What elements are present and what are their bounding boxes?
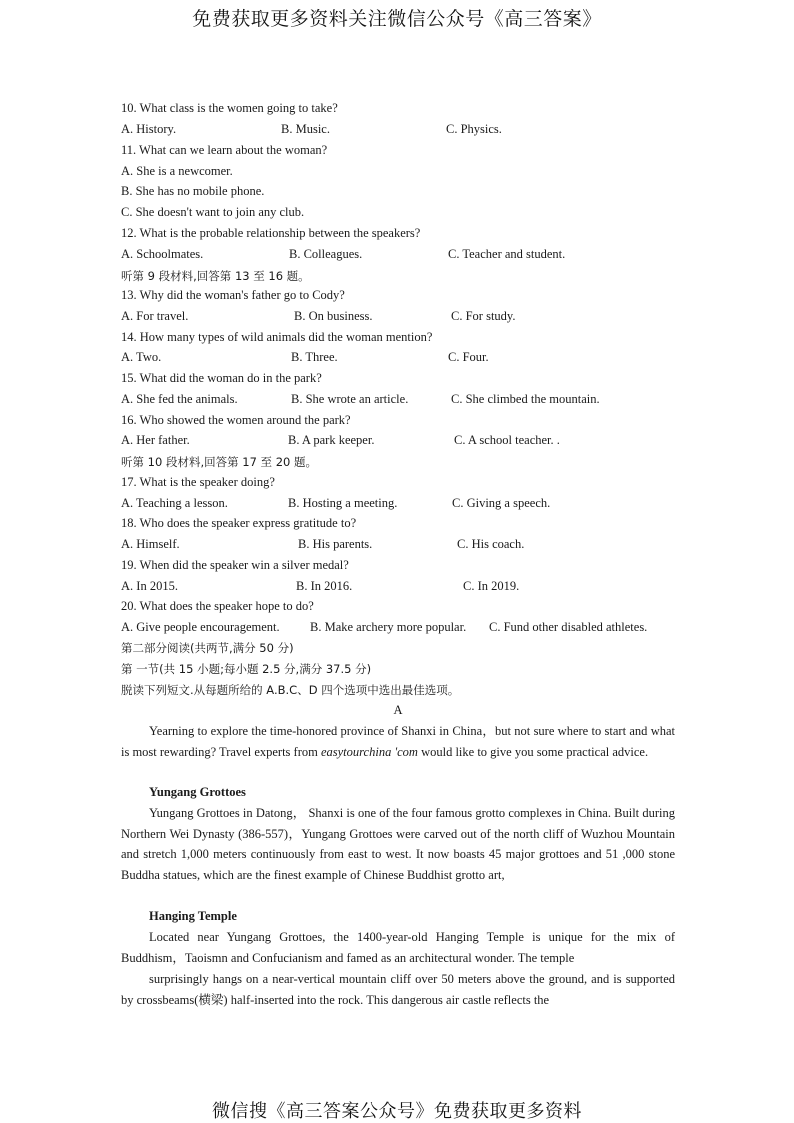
options-15 [121,392,681,408]
options-17 [121,496,681,512]
part-two-title: 第二部分阅读(共两节,满分 50 分) [121,641,294,655]
options-16 [121,433,681,449]
option-b: B. Three. [291,350,338,364]
option-a: A. History. [121,122,177,136]
question-13: 13. Why did the woman's father go to Cody? [121,288,345,302]
option-b: B. She wrote an article. [291,392,409,406]
paragraph-yungang: Yungang Grottoes in Datong， Shanxi is one of the four famous grotto complexes in China. Built during Northern Wei Dynasty (386-557)，Yungang Grottoes were carved out of the north cliff of Wuzhou Mountain and stretch 1,000 meters continuously from east to west. It now boasts 45 major grottoes and 51 ,000 stone Buddha statues, which are the finest example of Chinese Buddhist grotto art, [121,806,675,883]
option-b: B. Music. [281,122,330,136]
option-a: A. Teaching a lesson. [121,496,228,510]
option-a: A. Her father. [121,433,190,447]
option-c: C. In 2019. [463,579,520,593]
option-c: C. Four. [448,350,489,364]
options-14 [121,350,681,366]
options-10 [121,122,681,138]
options-13 [121,309,681,325]
intro-text-1: Yearning to explore the time-honored province of Shanxi in China，but not sure where to start and what is most rewarding? Travel experts from [121,724,675,759]
section-one-title: 第 一节(共 15 小题;每小题 2.5 分,满分 37.5 分) [121,662,372,676]
question-17: 17. What is the speaker doing? [121,475,275,489]
question-18: 18. Who does the speaker express gratitude to? [121,516,357,530]
option-c: C. She climbed the mountain. [451,392,600,406]
options-19 [121,579,681,595]
option-c: C. His coach. [457,537,525,551]
source-website: easytourchina 'com [320,744,418,759]
instruction-listen-10: 听第 10 段材料,回答第 17 至 20 题。 [121,455,317,469]
option-b: B. His parents. [298,537,373,551]
heading-hanging-temple: Hanging Temple [149,909,237,923]
option-b: B. Make archery more popular. [310,620,467,634]
instruction-listen-9: 听第 9 段材料,回答第 13 至 16 题。 [121,269,310,283]
option-b: B. In 2016. [296,579,353,593]
question-19: 19. When did the speaker win a silver medal? [121,558,349,572]
option-a: A. She fed the animals. [121,392,238,406]
paragraph-hanging-temple-2: surprisingly hangs on a near-vertical mountain cliff over 50 meters above the ground, and is supported by crossbeams(横梁) half-inserted into the rock. This dangerous air castle reflects the [121,972,675,1007]
option-c: C. Fund other disabled athletes. [489,620,648,634]
passage-letter: A [393,703,403,717]
option-c: C. Physics. [446,122,502,136]
passage-intro [121,721,675,762]
option-c: C. Giving a speech. [452,496,551,510]
question-11: 11. What can we learn about the woman? [121,143,328,157]
option-a: A. Schoolmates. [121,247,204,261]
option-c: C. She doesn't want to join any club. [121,205,305,219]
question-16: 16. Who showed the women around the park? [121,413,351,427]
paragraph-hanging-temple-1: Located near Yungang Grottoes, the 1400-year-old Hanging Temple is unique for the mix of Buddhism，Taoismn and Confucianism and famed as an architectural wonder. The temple [121,930,675,965]
option-c: C. For study. [451,309,516,323]
header-banner: 免费获取更多资料关注微信公众号《高三答案》 [192,8,602,30]
options-18 [121,537,681,553]
option-a: A. Himself. [121,537,180,551]
option-b: B. On business. [294,309,373,323]
option-a: A. For travel. [121,309,189,323]
question-12: 12. What is the probable relationship between the speakers? [121,226,421,240]
options-12 [121,247,681,263]
question-15: 15. What did the woman do in the park? [121,371,322,385]
reading-directions: 脱读下列短文.从每题所给的 A.B.C、D 四个选项中选出最佳选项。 [121,683,460,697]
intro-text-2: would like to give you some practical advice. [417,744,649,759]
option-b: B. Hosting a meeting. [288,496,398,510]
option-a: A. She is a newcomer. [121,164,233,178]
option-b: B. She has no mobile phone. [121,184,265,198]
option-a: A. In 2015. [121,579,178,593]
options-20 [121,620,681,636]
footer-banner: 微信搜《高三答案公众号》免费获取更多资料 [212,1101,582,1122]
option-a: A. Give people encouragement. [121,620,280,634]
option-b: B. Colleagues. [289,247,363,261]
option-c: C. A school teacher. . [454,433,560,447]
question-10: 10. What class is the women going to take? [121,101,338,115]
option-b: B. A park keeper. [288,433,375,447]
option-a: A. Two. [121,350,162,364]
heading-yungang: Yungang Grottoes [149,785,246,799]
question-20: 20. What does the speaker hope to do? [121,599,314,613]
question-14: 14. How many types of wild animals did the woman mention? [121,330,433,344]
option-c: C. Teacher and student. [448,247,566,261]
